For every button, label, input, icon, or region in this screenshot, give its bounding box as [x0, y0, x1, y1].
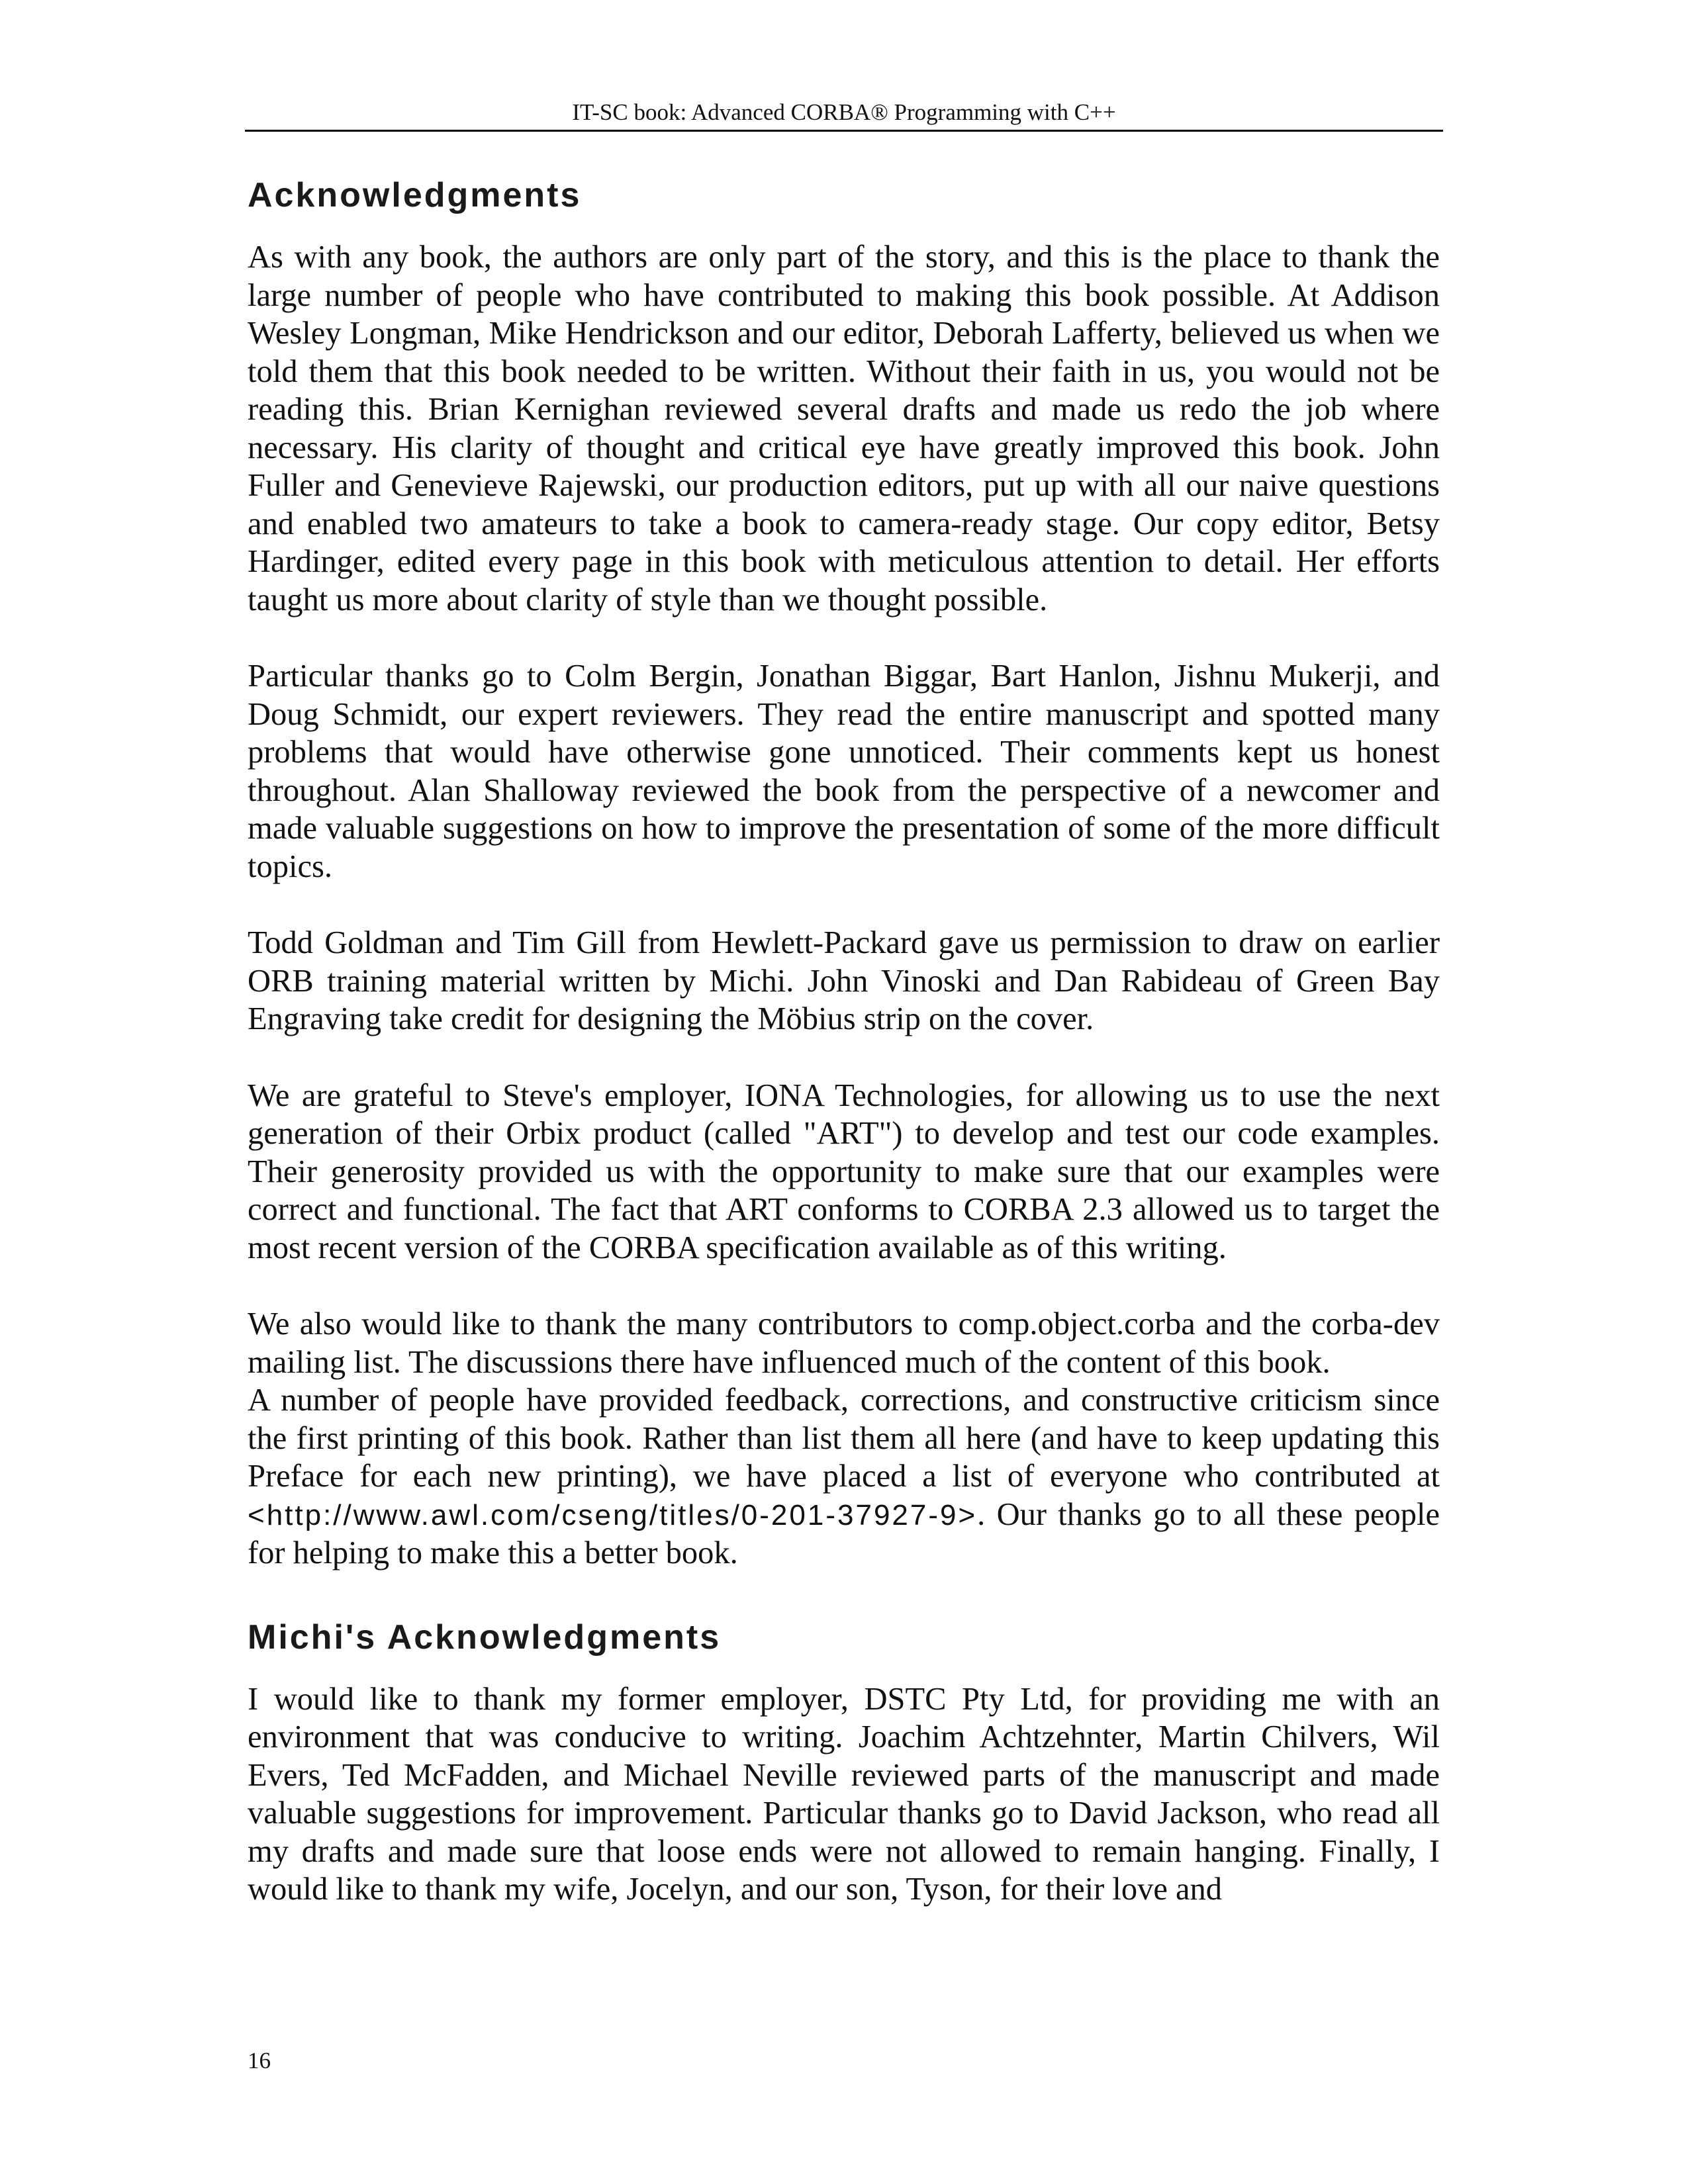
paragraph-reviewers: Particular thanks go to Colm Bergin, Jonathan Biggar, Bart Hanlon, Jishnu Mukerji, and Doug Schmidt, our expert reviewers. They read the entire manuscript and spotted many problems that would have otherwise gone unnoticed. Their comments kept us honest throughout. Alan Shalloway reviewed the book from the perspective of a newcomer and made valuable suggestions on how to improve the presentation of some of the more difficult topics.	[248, 659, 1440, 884]
feedback-text-end: . Our thanks go to all these people for helping to make this a better book.	[248, 1496, 1440, 1570]
page-number: 16	[248, 2048, 271, 2073]
page-body	[248, 169, 1440, 1909]
paragraph-hp-permission: Todd Goldman and Tim Gill from Hewlett-Packard gave us permission to draw on earlier ORB training material written by Michi. John Vinoski and Dan Rabideau of Green Bay Engraving take credit for designing the Möbius strip on the cover.	[248, 925, 1440, 1036]
paragraph-iona: We are grateful to Steve's employer, IONA Technologies, for allowing us to use the next generation of their Orbix product (called "ART") to develop and test our code examples. Their generosity provided us with the opportunity to make sure that our examples were correct and functional. The fact that ART conforms to CORBA 2.3 allowed us to target the most recent version of the CORBA specification available as of this writing.	[248, 1077, 1440, 1265]
paragraph-authors-thanks: As with any book, the authors are only part of the story, and this is the place to thank the large number of people who have contributed to making this book possible. At Addison Wesley Longman, Mike Hendrickson and our editor, Deborah Lafferty, believed us when we told them that this book needed to be written. Without their faith in us, you would not be reading this. Brian Kernighan reviewed several drafts and made us redo the job where necessary. His clarity of thought and critical eye have greatly improved this book. John Fuller and Genevieve Rajewski, our production editors, put up with all our naive questions and enabled two amateurs to take a book to camera-ready stage. Our copy editor, Betsy Hardinger, edited every page in this book with meticulous attention to detail. Her efforts taught us more about clarity of style than we thought possible.	[248, 240, 1440, 617]
errata-url-link[interactable]: <http://www.awl.com/cseng/titles/0-201-37927-9>	[248, 1498, 978, 1531]
feedback-text-start: A number of people have provided feedback, corrections, and constructive criticism since the first printing of this book. Rather than list them all here (and have to keep updating this Preface for each new printing), we have placed a list of everyone who contributed at	[248, 1383, 1440, 1494]
paragraph-feedback	[248, 1381, 1440, 1572]
paragraph-contributors: We also would like to thank the many contributors to comp.object.corba and the corba-dev mailing list. The discussions there have influenced much of the content of this book.	[248, 1306, 1440, 1380]
section-heading-acknowledgments: Acknowledgments	[248, 176, 582, 214]
section-heading-michis-acknowledgments: Michi's Acknowledgments	[248, 1617, 722, 1657]
header-rule	[245, 130, 1443, 132]
running-header: IT-SC book: Advanced CORBA® Programming with C++	[572, 99, 1116, 125]
paragraph-michi-thanks: I would like to thank my former employer, DSTC Pty Ltd, for providing me with an environment that was conducive to writing. Joachim Achtzehnter, Martin Chilvers, Wil Evers, Ted McFadden, and Michael Neville reviewed parts of the manuscript and made valuable suggestions for improvement. Particular thanks go to David Jackson, who read all my drafts and made sure that loose ends were not allowed to remain hanging. Finally, I would like to thank my wife, Jocelyn, and our son, Tyson, for their love and	[248, 1681, 1440, 1907]
